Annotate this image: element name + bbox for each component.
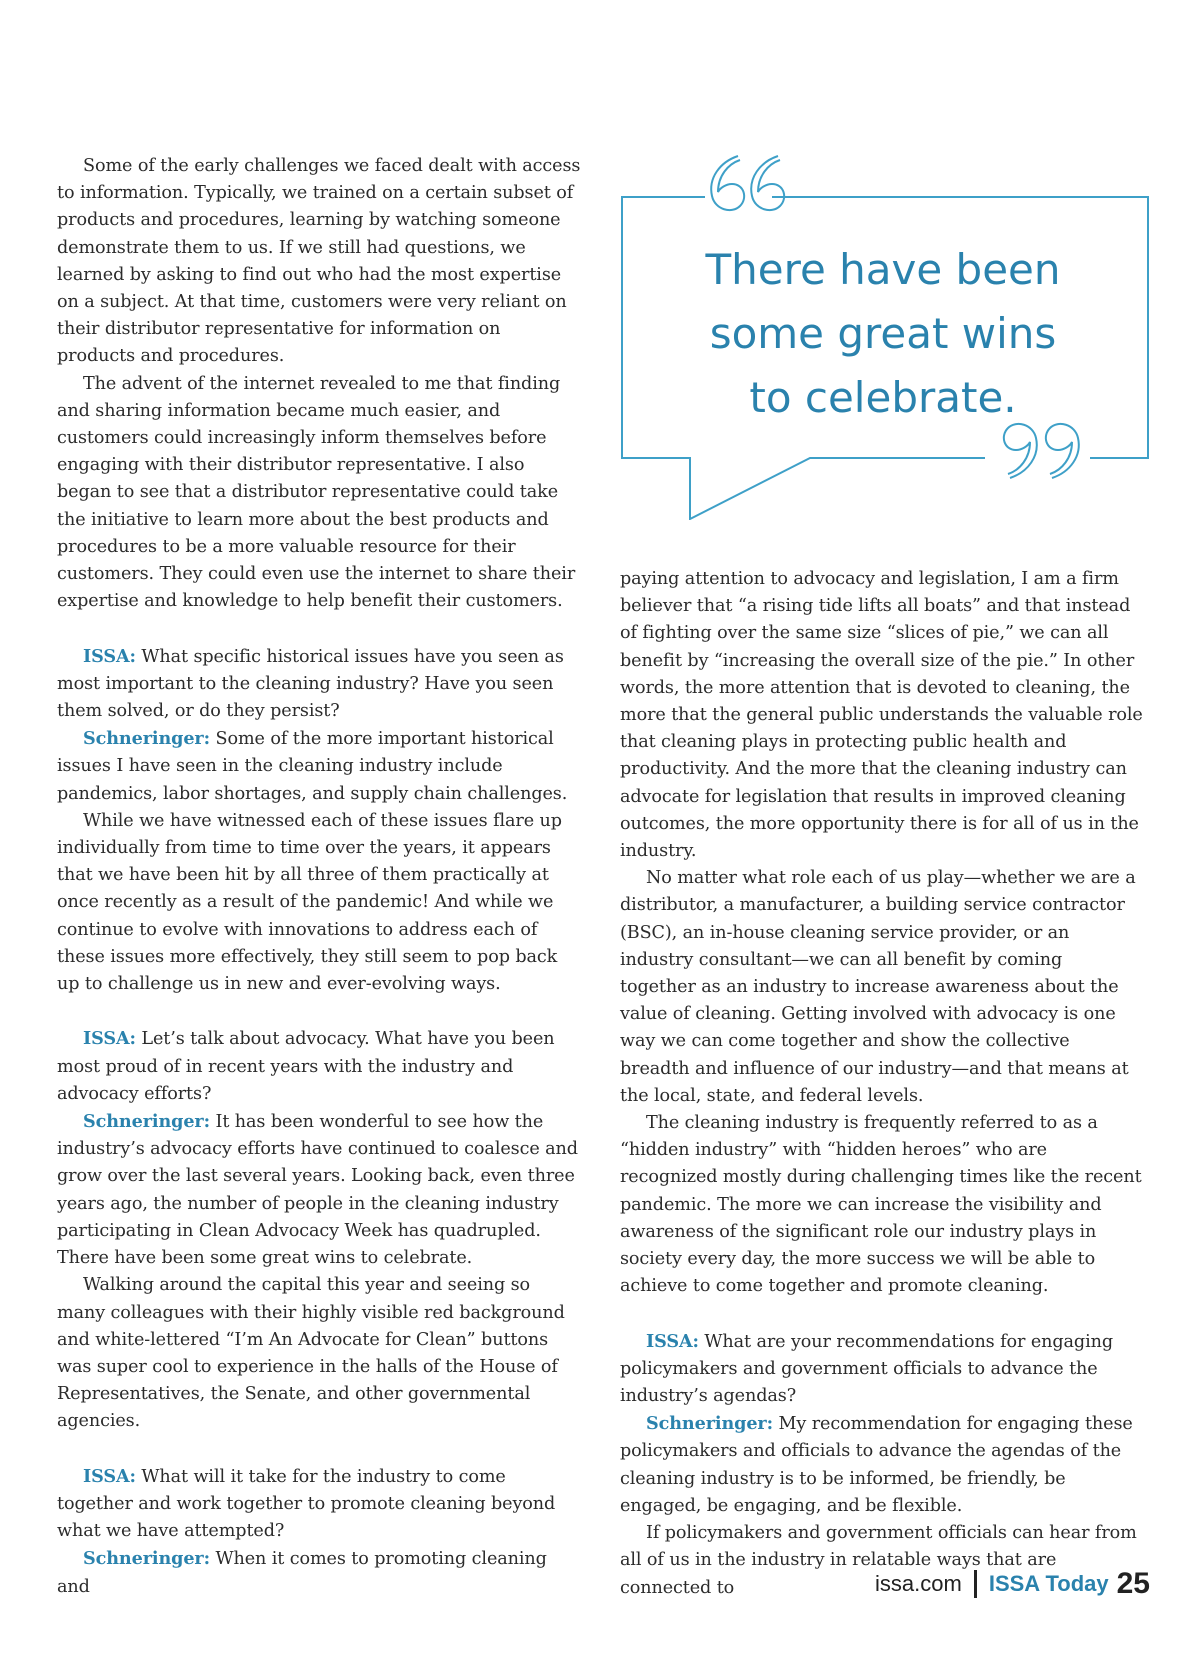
pull-quote-text — [668, 238, 1098, 430]
right-column — [620, 566, 1143, 1602]
pull-quote-line: There have been — [705, 245, 1061, 294]
answer-paragraph — [57, 1545, 582, 1600]
footer-magazine-name: ISSA Today — [988, 1571, 1109, 1596]
body-paragraph: paying attention to advocacy and legislation, I am a firm believer that “a rising tide lifts all boats” and that instead of fighting over the same size “slices of pie,” we can all benefit by “increasing the overall size of the pie.” In other words, the more attention that is devoted to cleaning, the more that the general public understands the valuable role that cleaning plays in protecting public health and productivity. And the more that the cleaning industry can advocate for legislation that results in improved cleaning outcomes, the more opportunity there is for all of us in the industry. — [620, 569, 1143, 862]
speaker-label: Schneringer: — [83, 728, 210, 750]
question-text: What will it take for the industry to come together and work together to promote cleaning beyond what we have attempted? — [57, 1466, 556, 1542]
question-paragraph — [57, 643, 582, 726]
speaker-label: Schneringer: — [83, 1548, 210, 1570]
question-paragraph — [57, 1463, 582, 1546]
question-paragraph — [620, 1328, 1143, 1411]
body-paragraph: While we have witnessed each of these issues flare up individually from time to time over the years, it appears that we have been hit by all three of them practically at once recently as a result of the pandemic! And while we continue to evolve with innovations to address each of these issues more effectively, they still seem to pop back up to challenge us in new and ever-evolving ways. — [57, 810, 562, 995]
question-text: Let’s talk about advocacy. What have you been most proud of in recent years with the industry and advocacy efforts? — [57, 1029, 555, 1104]
footer-site-link[interactable]: issa.com — [875, 1571, 962, 1596]
pull-quote-line: to celebrate. — [749, 373, 1017, 422]
speaker-label: Schneringer: — [83, 1111, 210, 1133]
pull-quote-line: some great wins — [709, 309, 1057, 358]
question-text: What are your recommendations for engaging policymakers and government officials to advance the industry’s agendas? — [620, 1331, 1113, 1407]
body-paragraph: Some of the early challenges we faced dealt with access to information. Typically, we trained on a certain subset of products and procedures, learning by watching someone demonstrate them to us. If we still had questions, we learned by asking to find out who had the most expertise on a subject. At that time, customers were very reliant on their distributor representative for information on products and procedures. — [57, 156, 581, 367]
body-paragraph: If policymakers and government officials can hear from all of us in the industry in relatable ways that are connected to — [620, 1523, 1137, 1598]
answer-text: Some of the more important historical issues I have seen in the cleaning industry include pandemics, labor shortages, and supply chain challenges. — [57, 729, 568, 804]
answer-text: When it comes to promoting cleaning and — [57, 1549, 547, 1597]
answer-paragraph — [620, 1410, 1143, 1520]
body-paragraph: The cleaning industry is frequently referred to as a “hidden industry” with “hidden heroes” who are recognized mostly during challenging times like the recent pandemic. The more we can increase the visibility and awareness of the significant role our industry plays in society every day, the more success we will be able to achieve to come together and promote cleaning. — [620, 1113, 1142, 1297]
body-paragraph: Walking around the capital this year and seeing so many colleagues with their highly visible red background and white-lettered “I’m An Advocate for Clean” buttons was super cool to experience in the halls of the House of Representatives, the Senate, and other governmental agencies. — [57, 1275, 565, 1432]
page-number: 25 — [1116, 1567, 1150, 1600]
footer-divider — [974, 1570, 977, 1598]
speaker-label: ISSA: — [83, 1465, 136, 1487]
body-paragraph: No matter what role each of us play—whether we are a distributor, a manufacturer, a building service contractor (BSC), an in-house cleaning service provider, or an industry consultant—we can all benefit by coming together as an industry to increase awareness about the value of cleaning. Getting involved with advocacy is one way we can come together and show the collective breadth and influence of our industry—and that means at the local, state, and federal levels. — [620, 868, 1136, 1106]
speaker-label: ISSA: — [646, 1330, 699, 1352]
question-text: What specific historical issues have you seen as most important to the cleaning industry? Have you seen them solved, or do they persist? — [57, 646, 564, 722]
answer-text: It has been wonderful to see how the industry’s advocacy efforts have continued to coalesce and grow over the last several years. Looking back, even three years ago, the number of people in the cleaning industry participating in Clean Advocacy Week has quadrupled. There have been some great wins to celebrate. — [57, 1112, 578, 1269]
answer-paragraph — [57, 1108, 582, 1272]
open-quote-icon — [711, 156, 784, 210]
close-quote-icon — [1004, 424, 1079, 478]
answer-paragraph — [57, 725, 582, 808]
left-column — [57, 153, 582, 1601]
page-footer — [875, 1567, 1150, 1601]
speaker-label: Schneringer: — [646, 1413, 773, 1435]
speaker-label: ISSA: — [83, 1028, 136, 1050]
body-paragraph: The advent of the internet revealed to me that finding and sharing information became much easier, and customers could increasingly inform themselves before engaging with their distributor representative. I also began to see that a distributor representative could take the initiative to learn more about the best products and procedures to be a more valuable resource for their customers. They could even use the internet to share their expertise and knowledge to help benefit their customers. — [57, 373, 576, 612]
question-paragraph — [57, 1025, 582, 1108]
speaker-label: ISSA: — [83, 645, 136, 667]
answer-text: My recommendation for engaging these policymakers and officials to advance the agendas of the cleaning industry is to be informed, be friendly, be engaged, be engaging, and be flexible. — [620, 1414, 1133, 1516]
